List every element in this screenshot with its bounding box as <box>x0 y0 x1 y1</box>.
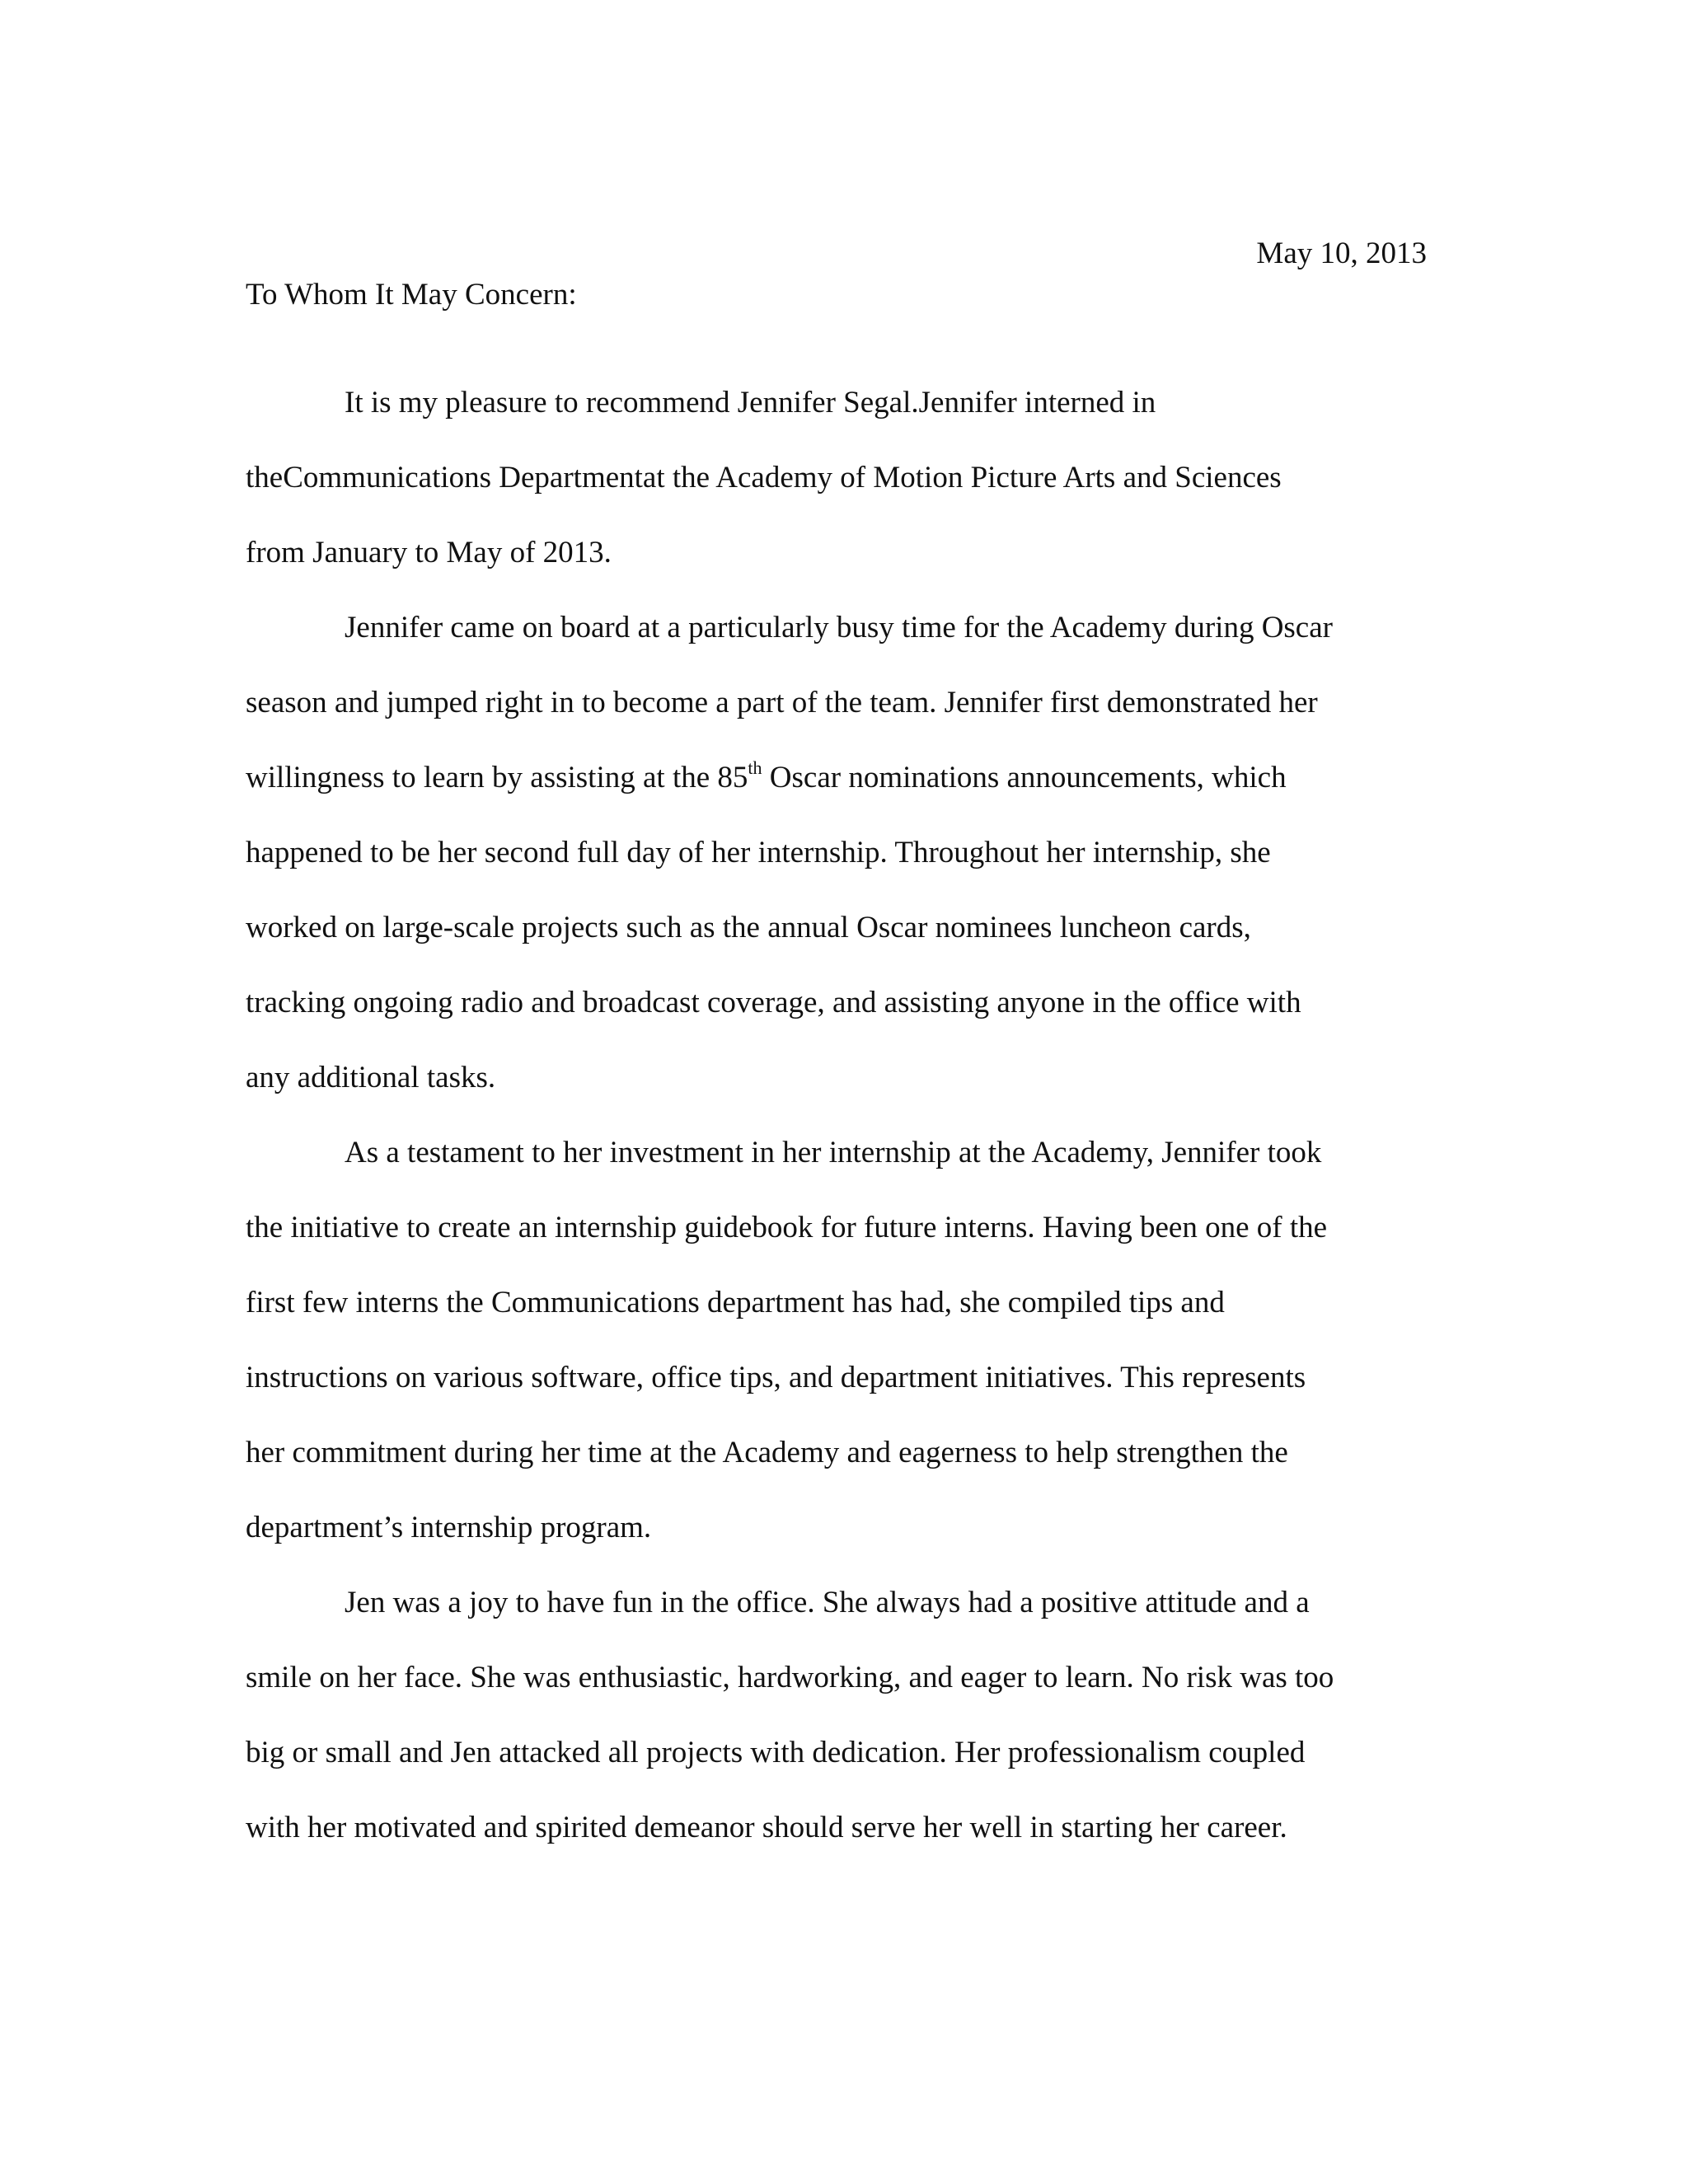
paragraph-2-line-4: happened to be her second full day of her internship. Throughout her internship, she <box>246 836 1271 869</box>
paragraph-3-line-4: instructions on various software, office tips, and department initiatives. This represents <box>246 1361 1306 1394</box>
paragraph-3-line-6: department’s internship program. <box>246 1511 652 1544</box>
paragraph-3-line-1: As a testament to her investment in her internship at the Academy, Jennifer took <box>345 1136 1322 1169</box>
paragraph-1-line-1: It is my pleasure to recommend Jennifer Segal.Jennifer interned in <box>345 386 1156 419</box>
letter-body <box>246 378 1432 1878</box>
paragraph-1-line-2: theCommunications Departmentat the Academy of Motion Picture Arts and Sciences <box>246 461 1282 494</box>
paragraph-2-line-6: tracking ongoing radio and broadcast coverage, and assisting anyone in the office with <box>246 986 1301 1019</box>
line-text-before-superscript: willingness to learn by assisting at the 85 <box>246 761 748 794</box>
paragraph-2-line-1: Jennifer came on board at a particularly busy time for the Academy during Oscar <box>345 611 1333 644</box>
paragraph-3-line-3: first few interns the Communications department has had, she compiled tips and <box>246 1286 1225 1319</box>
paragraph-1-line-3: from January to May of 2013. <box>246 536 612 569</box>
salutation: To Whom It May Concern: <box>246 278 577 312</box>
paragraph-3-line-2: the initiative to create an internship guidebook for future interns. Having been one of the <box>246 1211 1328 1244</box>
paragraph-2-line-2: season and jumped right in to become a part of the team. Jennifer first demonstrated her <box>246 686 1318 719</box>
paragraph-2-line-7: any additional tasks. <box>246 1061 496 1094</box>
paragraph-4-line-2: smile on her face. She was enthusiastic, hardworking, and eager to learn. No risk was too <box>246 1661 1334 1694</box>
line-text-after-superscript: Oscar nominations announcements, which <box>762 761 1287 794</box>
paragraph-2-line-3 <box>246 753 1432 828</box>
paragraph-4-line-1: Jen was a joy to have fun in the office. She always had a positive attitude and a <box>345 1586 1310 1619</box>
paragraph-3-line-5: her commitment during her time at the Academy and eagerness to help strengthen the <box>246 1436 1288 1469</box>
paragraph-2-line-5: worked on large-scale projects such as the annual Oscar nominees luncheon cards, <box>246 911 1251 944</box>
letter-date: May 10, 2013 <box>1256 237 1427 270</box>
paragraph-4-line-3: big or small and Jen attacked all projects with dedication. Her professionalism coupled <box>246 1736 1306 1769</box>
ordinal-superscript: th <box>748 757 762 778</box>
paragraph-4-line-4: with her motivated and spirited demeanor should serve her well in starting her career. <box>246 1811 1287 1844</box>
